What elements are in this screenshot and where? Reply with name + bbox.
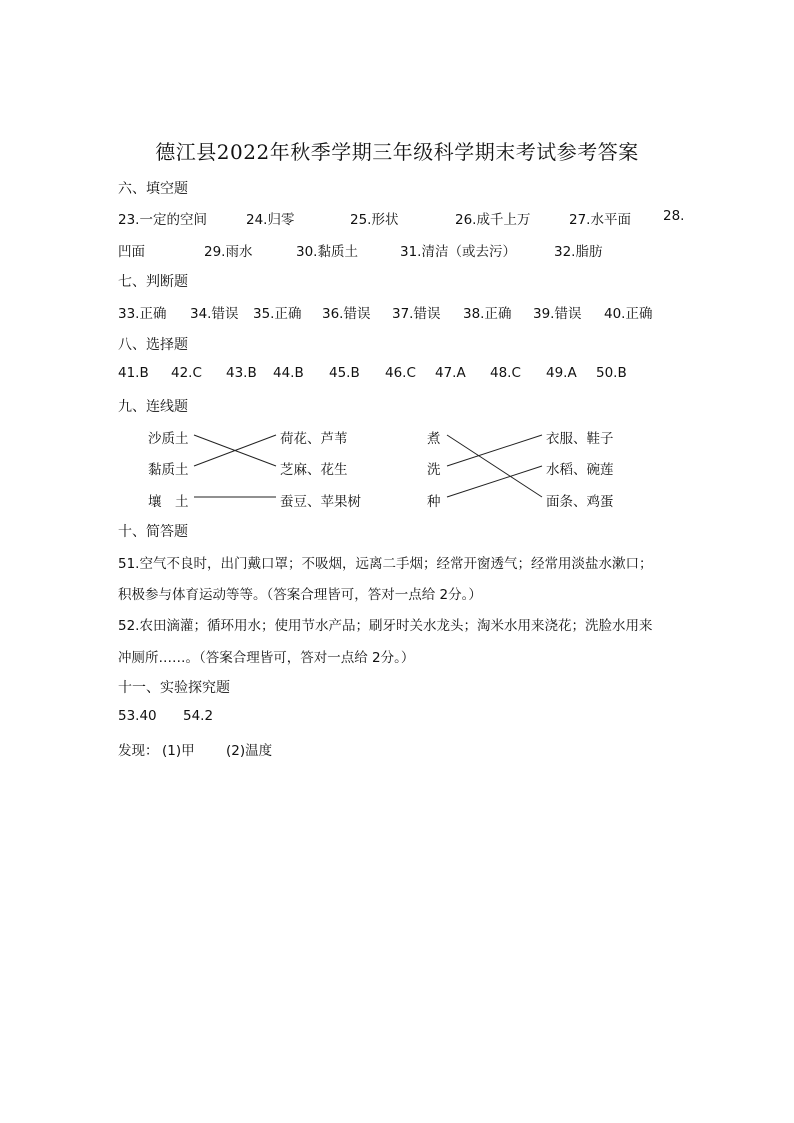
match-left-item: 洗	[427, 462, 441, 478]
answer-item: 34.错误	[190, 306, 239, 322]
answer-item: 43.B	[226, 365, 257, 381]
answer-paragraph-line: 冲厕所……。（答案合理皆可，答对一点给 2分。）	[118, 650, 415, 666]
answer-paragraph-line: 51.空气不良时，出门戴口罩；不吸烟，远离二手烟；经常开窗透气；经常用淡盐水漱口；	[118, 556, 653, 572]
section-heading-matching: 九、连线题	[118, 399, 188, 415]
answer-item: 41.B	[118, 365, 149, 381]
answer-item: 27.水平面	[569, 212, 631, 228]
page-title: 德江县2022年秋季学期三年级科学期末考试参考答案	[155, 140, 639, 164]
answer-item: 40.正确	[604, 306, 653, 322]
section-heading-experiment: 十一、实验探究题	[118, 680, 230, 696]
answer-item: 29.雨水	[204, 244, 253, 260]
answer-item: 44.B	[273, 365, 304, 381]
answer-item: 24.归零	[246, 212, 295, 228]
answer-item: 25.形状	[350, 212, 399, 228]
match-line	[194, 435, 276, 466]
answer-item: 37.错误	[392, 306, 441, 322]
match-line	[447, 466, 542, 497]
match-right-item: 水稻、碗莲	[546, 462, 614, 478]
match-line	[447, 435, 542, 497]
answer-item: 30.黏质土	[296, 244, 358, 260]
answer-item: 45.B	[329, 365, 360, 381]
answer-item: 54.2	[183, 708, 214, 724]
answer-paragraph-line: 52.农田滴灌；循环用水；使用节水产品；刷牙时关水龙头；淘米水用来浇花；洗脸水用来	[118, 618, 653, 634]
answer-item: 31.清洁（或去污）	[400, 244, 516, 260]
answer-item: 23.一定的空间	[118, 212, 207, 228]
match-right-item: 芝麻、花生	[280, 462, 348, 478]
answer-item: 39.错误	[533, 306, 582, 322]
answer-item: 36.错误	[322, 306, 371, 322]
answer-item: (2)温度	[226, 743, 273, 759]
section-heading-multiple-choice: 八、选择题	[118, 337, 188, 353]
answer-item: 26.成千上万	[455, 212, 531, 228]
match-left-item: 煮	[427, 431, 441, 447]
answer-item: 46.C	[385, 365, 416, 381]
answer-item: 42.C	[171, 365, 202, 381]
answer-paragraph-line: 积极参与体育运动等等。（答案合理皆可，答对一点给 2分。）	[118, 587, 482, 603]
answer-item: 38.正确	[463, 306, 512, 322]
answer-item: (1)甲	[162, 743, 195, 759]
answer-item: 49.A	[546, 365, 577, 381]
finding-label: 发现：	[118, 743, 159, 759]
match-left-item: 种	[427, 494, 441, 510]
section-heading-fill-blank: 六、填空题	[118, 181, 188, 197]
match-right-item: 蚕豆、苹果树	[280, 494, 361, 510]
match-right-item: 荷花、芦苇	[280, 431, 348, 447]
match-right-item: 面条、鸡蛋	[546, 494, 614, 510]
section-heading-short-answer: 十、简答题	[118, 524, 188, 540]
answer-item: 48.C	[490, 365, 521, 381]
answer-item: 35.正确	[253, 306, 302, 322]
match-left-item: 沙质土	[148, 431, 189, 447]
match-line	[447, 435, 542, 466]
answer-item: 33.正确	[118, 306, 167, 322]
answer-item: 凹面	[118, 244, 145, 260]
answer-item: 53.40	[118, 708, 157, 724]
answer-item: 50.B	[596, 365, 627, 381]
answer-item: 47.A	[435, 365, 466, 381]
section-heading-true-false: 七、判断题	[118, 274, 188, 290]
match-line	[194, 435, 276, 466]
answer-item: 32.脂肪	[554, 244, 603, 260]
answer-item: 28.	[663, 208, 685, 224]
match-right-item: 衣服、鞋子	[546, 431, 614, 447]
match-left-item: 黏质土	[148, 462, 189, 478]
match-left-item: 壤 土	[148, 494, 189, 510]
